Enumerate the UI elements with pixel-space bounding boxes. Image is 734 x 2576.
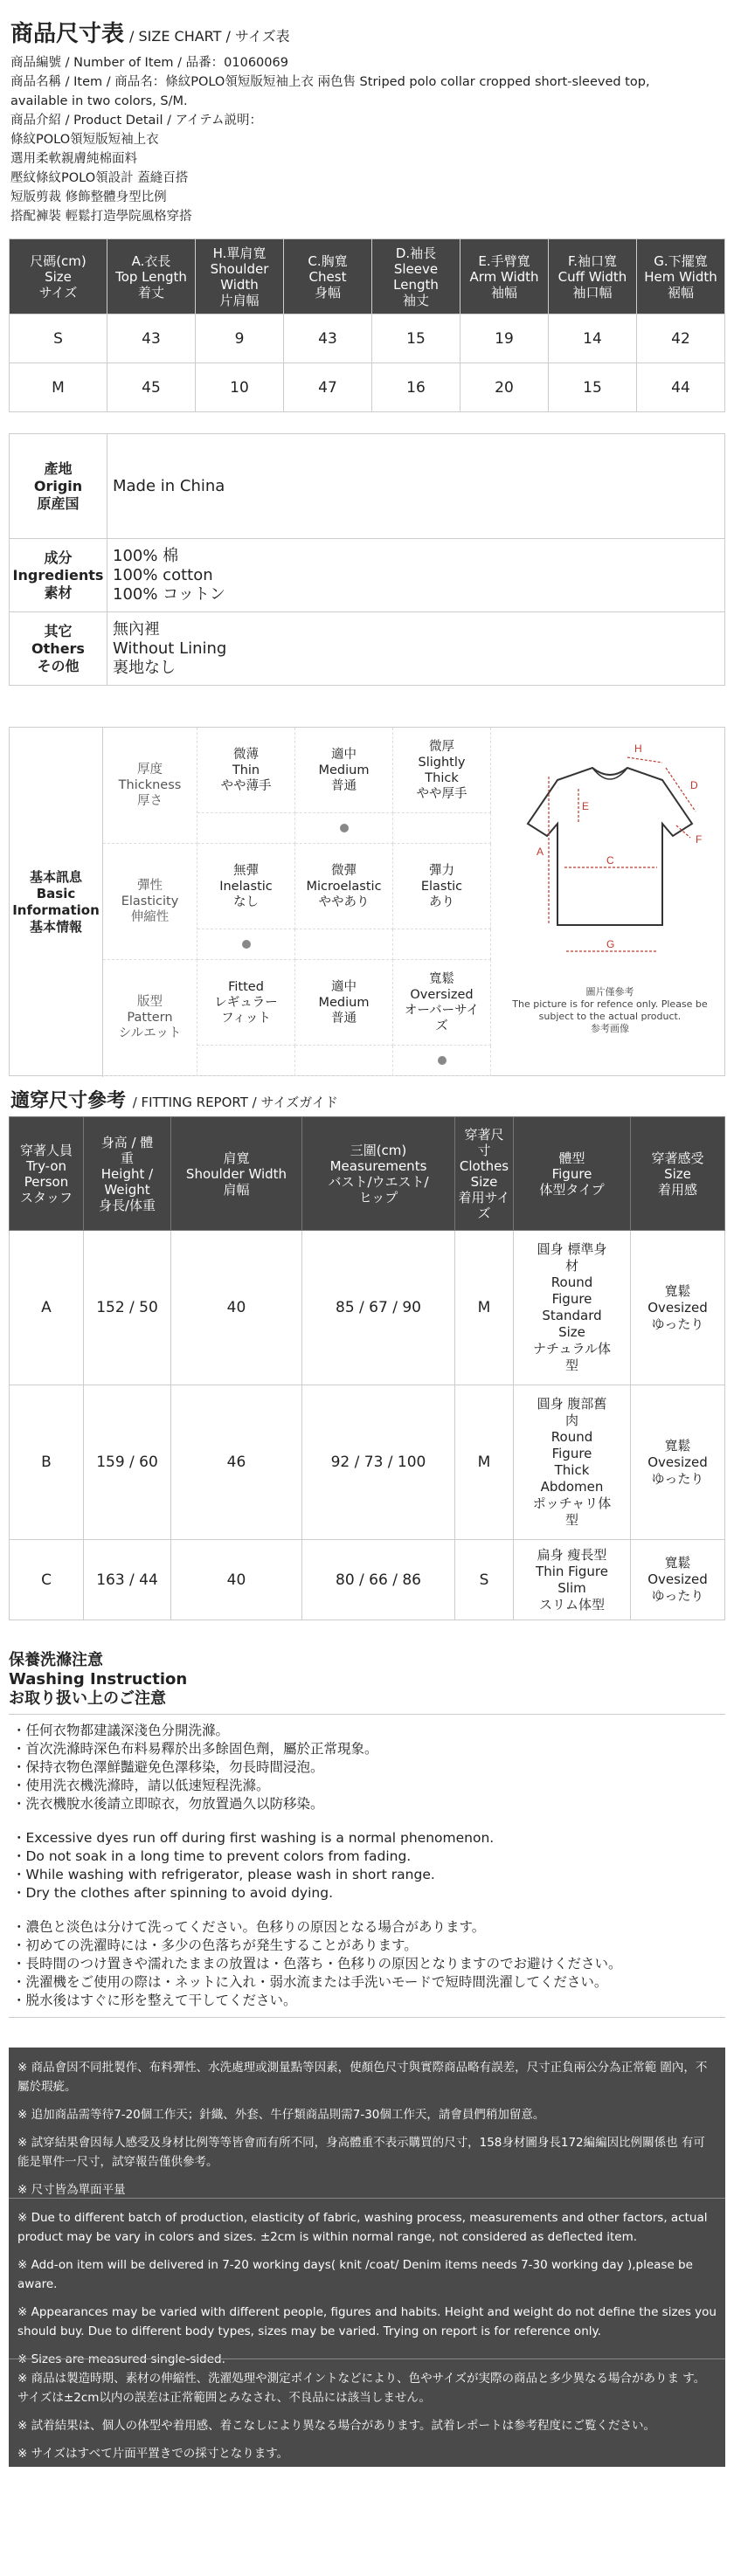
washing-line: ・Do not soak in a long time to prevent colors from fading. (12, 1848, 412, 1864)
size-cell: 10 (196, 363, 284, 412)
washing-title-line: 保養洗滌注意 (9, 1651, 103, 1669)
diagram-letter-e: E (582, 800, 590, 812)
fitting-report-title: 適穿尺寸參考 / FITTING REPORT / サイズガイド (10, 1090, 338, 1112)
washing-group-ja (12, 1918, 725, 2010)
page-title: 商品尺寸表 / SIZE CHART / サイズ表 (10, 21, 290, 47)
size-cell: 15 (549, 363, 637, 412)
size-table-header: E.手臂寬 Arm Width 袖幅 (460, 239, 549, 314)
thickness-rating-cell (295, 813, 393, 844)
size-cell: 45 (107, 363, 196, 412)
washing-line: ・使用洗衣機洗滌時，請以低速短程洗滌。 (12, 1778, 270, 1793)
size-row (10, 363, 725, 412)
elasticity-option: 無彈 Inelastic なし (197, 844, 295, 929)
size-cell: 42 (637, 314, 725, 363)
caption-line: The picture is for refence only. Please be (512, 998, 708, 1010)
caption-line: 参考画像 (591, 1023, 629, 1034)
info-line: 搭配褲裝 輕鬆打造學院風格穿搭 (10, 210, 192, 224)
fitting-cell: 152 / 50 (84, 1231, 171, 1385)
size-table-header: C.胸寬 Chest 身幅 (284, 239, 372, 314)
diagram-letter-a: A (537, 846, 544, 858)
size-table-header: 尺碼(cm) Size サイズ (10, 239, 107, 314)
thickness-option: 適中 Medium 普通 (295, 728, 393, 813)
size-cell: 14 (549, 314, 637, 363)
elasticity-rating-cell (197, 929, 295, 960)
thickness-option: 微厚 Slightly Thick やや厚手 (393, 728, 491, 813)
size-cell: M (10, 363, 107, 412)
fitting-cell: 40 (171, 1231, 302, 1385)
note-line: ※ サイズはすべて片面平置きでの採寸となります。 (17, 2447, 289, 2461)
info-line: 商品介紹 / Product Detail / アイテム説明： (10, 114, 263, 128)
size-cell: 16 (372, 363, 460, 412)
note-line: ※ 尺寸皆為單面平量 (17, 2183, 126, 2197)
others-values (107, 612, 725, 686)
ingredient-line: 100% コットン (113, 584, 225, 604)
thickness-rating-cell (197, 813, 295, 844)
fitting-cell: M (455, 1385, 514, 1540)
basic-info-label: 基本訊息 Basic Information 基本情報 (10, 728, 103, 1077)
info-lines (10, 53, 724, 226)
size-table-header: F.袖口寬 Cuff Width 袖口幅 (549, 239, 637, 314)
fitting-cell: 寬鬆 Ovesized ゆったり (631, 1231, 725, 1385)
size-cell: 20 (460, 363, 549, 412)
washing-line: ・保持衣物色澤鮮豔避免色澤移染，勿長時間浸泡。 (12, 1759, 324, 1775)
fitting-cell: S (455, 1540, 514, 1620)
size-table-header: D.袖長 Sleeve Length 袖丈 (372, 239, 460, 314)
washing-list (9, 1714, 725, 2018)
size-cell: 47 (284, 363, 372, 412)
fitting-cell: A (10, 1231, 84, 1385)
fitting-row (10, 1231, 725, 1385)
size-cell: S (10, 314, 107, 363)
washing-line: ・脱水後はすぐに形を整えて干してください。 (12, 1992, 297, 2008)
product-details-table (9, 433, 725, 686)
fitting-header: 三圍(cm) Measurements バスト/ウエスト/ ヒップ (302, 1117, 455, 1231)
fitting-cell: 159 / 60 (84, 1385, 171, 1540)
others-label: 其它 Others その他 (10, 612, 107, 686)
ingredient-line: 100% 棉 (113, 546, 179, 565)
washing-instructions (9, 1651, 725, 2018)
notes-divider (9, 2358, 725, 2359)
selected-dot (340, 824, 349, 832)
fitting-header: 體型 Figure 体型タイプ (514, 1117, 631, 1231)
note-line: ※ Due to different batch of production, elasticity of fabric, washing process, measurements and other factors, actual product may be vary in colors and sizes. ±2cm is within normal range, not considered as deflected item. (17, 2211, 708, 2244)
diagram-letter-f: F (696, 833, 703, 846)
info-line: 商品編號 / Number of Item / 品番：01060069 (10, 56, 288, 70)
fitting-cell: 扁身 瘦長型 Thin Figure Slim スリム体型 (514, 1540, 631, 1620)
note-line: ※ 商品は製造時期、素材の伸縮性、洗濯処理や測定ポイントなどにより、色やサイズが実際の商品と多少異なる場合がありま す。サイズは±2cm以内の誤差は正常範囲とみなされ、不良品には該当しません。 (17, 2372, 706, 2405)
fitting-header: 穿著感受 Size 着用感 (631, 1117, 725, 1231)
basic-info-grid (103, 728, 492, 1077)
washing-line: ・Excessive dyes run off during first washing is a normal phenomenon. (12, 1830, 495, 1846)
note-line: ※ 試穿結果會因每人感受及身材比例等等皆會而有所不同，身高體重不表示購買的尺寸，158身材圖身長172編編因比例關係也 有可能是單件一尺寸，試穿報告僅供參考。 (17, 2136, 705, 2169)
ingredient-line: 100% cotton (113, 565, 213, 584)
washing-line: ・洗濯機をご使用の際は・ネットに入れ・弱水流または手洗いモードで短時間洗濯してください。 (12, 1974, 608, 1990)
fitting-cell: 圓身 標準身 材 Round Figure Standard Size ナチュラル体 型 (514, 1231, 631, 1385)
thickness-label: 厚度 Thickness 厚さ (103, 728, 197, 844)
tshirt-outline (528, 768, 692, 925)
size-cell: 44 (637, 363, 725, 412)
washing-line: ・Dry the clothes after spinning to avoid dying. (12, 1885, 334, 1901)
origin-value: Made in China (107, 434, 725, 539)
notes-ja (17, 2369, 717, 2472)
size-table (9, 238, 725, 412)
size-table-header: H.單肩寬 Shoulder Width 片肩幅 (196, 239, 284, 314)
washing-line: ・初めての洗濯時には・多少の色落ちが発生することがあります。 (12, 1937, 418, 1953)
fitting-row (10, 1540, 725, 1620)
washing-line: ・首次洗滌時深色布料易釋於出多餘固色劑，屬於正常現象。 (12, 1741, 378, 1757)
tshirt-measure-diagram (495, 728, 725, 990)
notes-divider (9, 2198, 725, 2199)
basic-information (9, 727, 725, 1076)
notes-zh (17, 2058, 717, 2208)
note-line: ※ 商品會因不同批製作、布料彈性、水洗處理或測量點等因素，使顏色尺寸與實際商品略有誤差，尺寸正負兩公分為正常範 圍內，不屬於瑕疵。 (17, 2061, 708, 2094)
elasticity-rating-cell (393, 929, 491, 960)
pattern-rating-cell (197, 1046, 295, 1076)
size-table-header: G.下擺寬 Hem Width 裾幅 (637, 239, 725, 314)
fitting-cell: 80 / 66 / 86 (302, 1540, 455, 1620)
size-table-header: A.衣長 Top Length 着丈 (107, 239, 196, 314)
caption-line: subject to the actual product. (538, 1011, 682, 1022)
thickness-rating-cell (393, 813, 491, 844)
size-cell: 43 (107, 314, 196, 363)
diagram-caption (495, 986, 725, 1035)
note-line: ※ Add-on item will be delivered in 7-20 working days( knit /coat/ Denim items needs 7-30 working day ),please be aware. (17, 2258, 693, 2291)
fitting-cell: 寬鬆 Ovesized ゆったり (631, 1540, 725, 1620)
others-line: 無內裡 (113, 619, 160, 639)
size-cell: 43 (284, 314, 372, 363)
fitting-cell: 46 (171, 1385, 302, 1540)
diagram-letter-g: G (606, 938, 615, 950)
fitting-cell: C (10, 1540, 84, 1620)
washing-line: ・濃色と淡色は分けて洗ってください。色移りの原因となる場合があります。 (12, 1919, 486, 1935)
fitting-cell: 92 / 73 / 100 (302, 1385, 455, 1540)
ingredients-values (107, 539, 725, 612)
ingredients-label: 成分 Ingredients 素材 (10, 539, 107, 612)
info-line: 條紋POLO領短版短袖上衣 (10, 133, 159, 147)
size-row (10, 314, 725, 363)
note-line: ※ 追加商品需等待7-20個工作天；針織、外套、牛仔類商品則需7-30個工作天，請會員們稍加留意。 (17, 2108, 545, 2122)
fitting-header: 穿著尺 寸 Clothes Size 着用サイ ズ (455, 1117, 514, 1231)
fitting-cell: B (10, 1385, 84, 1540)
elasticity-rating-cell (295, 929, 393, 960)
origin-label: 產地 Origin 原産国 (10, 434, 107, 539)
info-line: available in two colors, S/M. (10, 94, 188, 108)
fitting-cell: 85 / 67 / 90 (302, 1231, 455, 1385)
caption-line: 圖片僅參考 (585, 986, 634, 998)
washing-group-zh (12, 1722, 725, 1813)
info-line: 選用柔軟親膚純棉面料 (10, 152, 137, 166)
fitting-header: 身高 / 體 重 Height / Weight 身長/体重 (84, 1117, 171, 1231)
selected-dot (242, 940, 251, 949)
info-line: 壓紋條紋POLO領設計 蓋縫百搭 (10, 171, 189, 185)
washing-line: ・任何衣物都建議深淺色分開洗滌。 (12, 1723, 230, 1738)
washing-title-line: お取り扱い上のご注意 (9, 1689, 166, 1708)
diagram-letter-d: D (690, 779, 698, 791)
thickness-option: 微薄 Thin やや薄手 (197, 728, 295, 813)
washing-title-line: Washing Instruction (9, 1670, 188, 1689)
note-line: ※ Appearances may be varied with different people, figures and habits. Height and weight do not define the sizes you should buy. Due to different body types, sizes may be varied. Trying on report is for reference only. (17, 2305, 717, 2338)
info-line: 商品名稱 / Item / 商品名：條紋POLO領短版短袖上衣 兩色售 Striped polo collar cropped short-sleeved top, (10, 75, 650, 89)
washing-line: ・長時間のつけ置きや濡れたままの放置は・色落ち・色移りの原因となりますのでお避けください。 (12, 1956, 622, 1972)
pattern-option: 寬鬆 Oversized オーバーサイ ズ (393, 960, 491, 1046)
others-line: 裏地なし (113, 658, 176, 677)
note-line: ※ Sizes are measured single-sided. (17, 2352, 225, 2366)
diagram-letter-c: C (606, 854, 614, 867)
fitting-header: 肩寬 Shoulder Width 肩幅 (171, 1117, 302, 1231)
washing-line: ・洗衣機脫水後請立即晾衣，勿放置過久以防移染。 (12, 1796, 324, 1812)
pattern-option: Fitted レギュラー フィット (197, 960, 295, 1046)
selected-dot (438, 1056, 447, 1065)
diagram-letter-h: H (634, 742, 642, 755)
info-line: 短版剪裁 修飾整體身型比例 (10, 190, 167, 204)
size-cell: 19 (460, 314, 549, 363)
fitting-table (9, 1116, 725, 1620)
fitting-cell: M (455, 1231, 514, 1385)
fitting-cell: 40 (171, 1540, 302, 1620)
pattern-label: 版型 Pattern シルエット (103, 960, 197, 1076)
size-cell: 15 (372, 314, 460, 363)
elasticity-option: 彈力 Elastic あり (393, 844, 491, 929)
fitting-row (10, 1385, 725, 1540)
notes-en (17, 2208, 717, 2378)
fitting-cell: 163 / 44 (84, 1540, 171, 1620)
pattern-rating-cell (295, 1046, 393, 1076)
washing-title (9, 1651, 725, 1709)
pattern-rating-cell (393, 1046, 491, 1076)
others-line: Without Lining (113, 639, 227, 658)
fitting-cell: 圓身 腹部舊 肉 Round Figure Thick Abdomen ポッチャリ体 型 (514, 1385, 631, 1540)
fitting-cell: 寬鬆 Ovesized ゆったり (631, 1385, 725, 1540)
product-info (0, 0, 734, 226)
elasticity-option: 微彈 Microelastic ややあり (295, 844, 393, 929)
garment-diagram (495, 728, 725, 1077)
notes-panel (9, 2048, 725, 2467)
pattern-option: 適中 Medium 普通 (295, 960, 393, 1046)
fitting-header: 穿著人員 Try-on Person スタッフ (10, 1117, 84, 1231)
size-cell: 9 (196, 314, 284, 363)
elasticity-label: 彈性 Elasticity 伸縮性 (103, 844, 197, 960)
note-line: ※ 試着結果は、個人の体型や着用感、着こなしにより異なる場合があります。試着レポートは参考程度にご覧ください。 (17, 2419, 656, 2433)
washing-group-en (12, 1829, 725, 1903)
washing-line: ・While washing with refrigerator, please wash in short range. (12, 1867, 435, 1882)
